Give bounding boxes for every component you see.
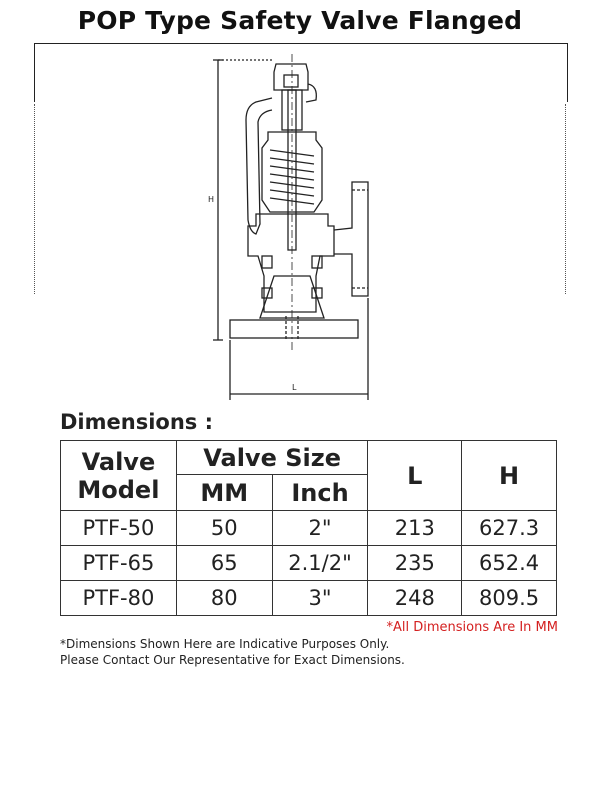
outlet-flange bbox=[334, 182, 368, 296]
dimensions-table bbox=[60, 440, 557, 616]
table-row bbox=[61, 546, 557, 581]
header-valve-model: Valve Model bbox=[61, 441, 177, 511]
disclaimer-line-2: Please Contact Our Representative for Exact Dimensions. bbox=[60, 653, 405, 667]
cell-inch: 2.1/2" bbox=[272, 546, 368, 581]
unit-note: *All Dimensions Are In MM bbox=[386, 620, 558, 635]
dimensions-heading: Dimensions : bbox=[60, 410, 213, 434]
inlet-flange bbox=[230, 320, 358, 338]
header-valve-size: Valve Size bbox=[176, 441, 368, 475]
valve-body bbox=[248, 214, 334, 312]
frame-dotted-right bbox=[565, 104, 566, 294]
cell-model: PTF-65 bbox=[61, 546, 177, 581]
cell-mm: 50 bbox=[176, 511, 272, 546]
valve-cap bbox=[274, 64, 308, 90]
header-l: L bbox=[368, 441, 462, 511]
cell-l: 235 bbox=[368, 546, 462, 581]
cell-mm: 65 bbox=[176, 546, 272, 581]
cell-h: 809.5 bbox=[462, 581, 557, 616]
cell-l: 248 bbox=[368, 581, 462, 616]
disclaimer bbox=[60, 636, 405, 668]
cell-l: 213 bbox=[368, 511, 462, 546]
valve-drawing bbox=[200, 50, 400, 405]
cell-h: 652.4 bbox=[462, 546, 557, 581]
table-row bbox=[61, 511, 557, 546]
dim-l-label: L bbox=[292, 383, 297, 392]
cell-h: 627.3 bbox=[462, 511, 557, 546]
header-h: H bbox=[462, 441, 557, 511]
frame-dotted-left bbox=[34, 104, 35, 294]
header-mm: MM bbox=[176, 475, 272, 511]
cell-inch: 2" bbox=[272, 511, 368, 546]
disclaimer-line-1: *Dimensions Shown Here are Indicative Purposes Only. bbox=[60, 637, 390, 651]
dim-h-label: H bbox=[208, 195, 215, 204]
page-title: POP Type Safety Valve Flanged bbox=[77, 6, 523, 35]
cell-inch: 3" bbox=[272, 581, 368, 616]
cell-mm: 80 bbox=[176, 581, 272, 616]
cell-model: PTF-50 bbox=[61, 511, 177, 546]
table-row bbox=[61, 581, 557, 616]
header-inch: Inch bbox=[272, 475, 368, 511]
cell-model: PTF-80 bbox=[61, 581, 177, 616]
